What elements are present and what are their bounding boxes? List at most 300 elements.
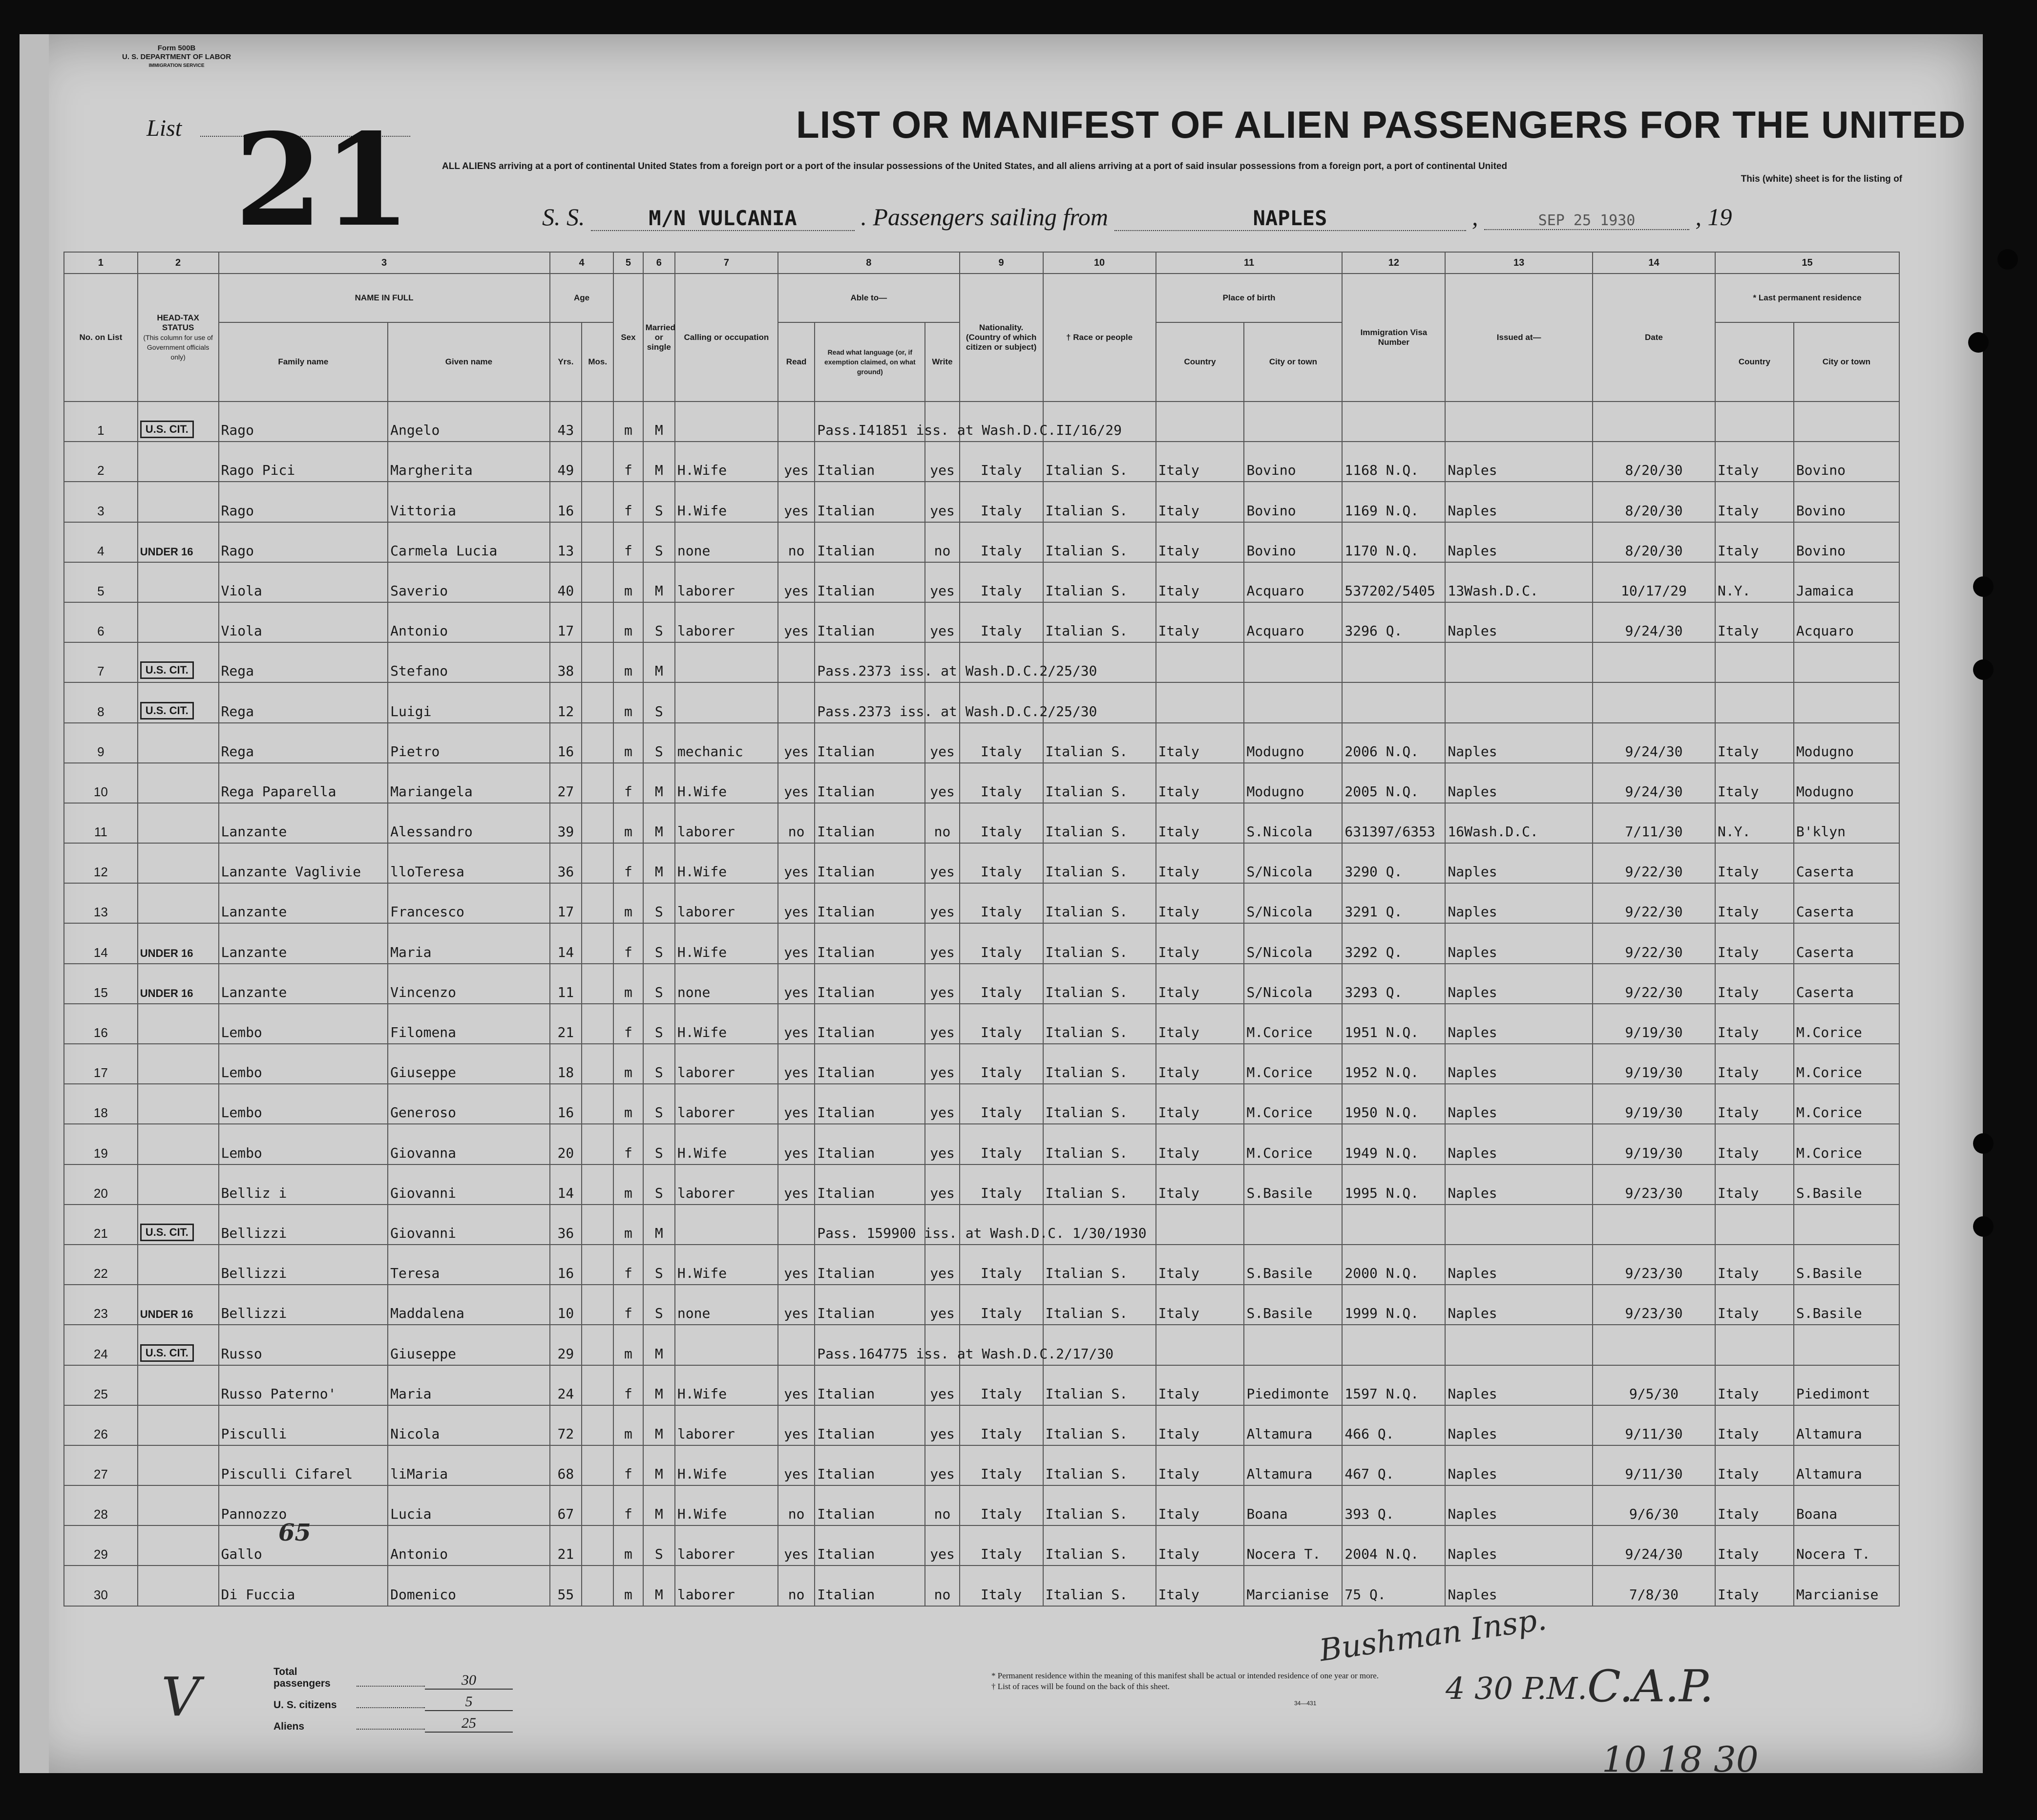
- head-tax-status: [138, 1445, 219, 1485]
- birth-city: [1244, 1205, 1342, 1245]
- birth-country: [1156, 402, 1244, 442]
- birth-country: Italy: [1156, 442, 1244, 482]
- can-read: no: [778, 1566, 815, 1606]
- issued-at: [1445, 682, 1592, 722]
- residence-country: [1715, 1205, 1794, 1245]
- issued-at: [1445, 1205, 1592, 1245]
- residence-country: Italy: [1715, 1044, 1794, 1084]
- form-number: Form 500B: [157, 44, 196, 52]
- visa-date: 7/11/30: [1593, 803, 1715, 843]
- given-name: Vittoria: [388, 482, 550, 522]
- given-name: Nicola: [388, 1405, 550, 1445]
- birth-country: Italy: [1156, 1405, 1244, 1445]
- head-tax-status: [138, 402, 219, 442]
- can-write: yes: [925, 442, 959, 482]
- birth-city: [1244, 682, 1342, 722]
- family-name: Lanzante: [219, 964, 388, 1004]
- table-row: [64, 642, 1899, 682]
- age-months: [582, 1445, 613, 1485]
- birth-city: M.Corice: [1244, 1044, 1342, 1084]
- issued-at: Naples: [1445, 923, 1592, 963]
- residence-city: M.Corice: [1794, 1124, 1899, 1164]
- family-name: Lembo: [219, 1084, 388, 1124]
- issued-at: Naples: [1445, 1445, 1592, 1485]
- visa-number: 1995 N.Q.: [1342, 1164, 1445, 1205]
- marital-status: M: [643, 442, 675, 482]
- birth-country: Italy: [1156, 1445, 1244, 1485]
- issued-at: Naples: [1445, 602, 1592, 642]
- birth-city: S/Nicola: [1244, 883, 1342, 923]
- family-name: Viola: [219, 562, 388, 602]
- table-row: [64, 1325, 1899, 1365]
- birth-country: Italy: [1156, 1084, 1244, 1124]
- issued-at: Naples: [1445, 1004, 1592, 1044]
- can-write: no: [925, 803, 959, 843]
- can-read: yes: [778, 1124, 815, 1164]
- occupation: H.Wife: [675, 923, 778, 963]
- given-name: Giovanna: [388, 1124, 550, 1164]
- race: Italian S.: [1043, 1285, 1156, 1325]
- sailing-port: NAPLES: [1114, 206, 1466, 231]
- race: Italian S.: [1043, 923, 1156, 963]
- race: Italian S.: [1043, 1084, 1156, 1124]
- header-write: Write: [925, 322, 959, 402]
- subtitle-line-2: This (white) sheet is for the listing of: [1741, 174, 1902, 184]
- birth-country: Italy: [1156, 1525, 1244, 1566]
- given-name: lloTeresa: [388, 843, 550, 883]
- table-row: [64, 923, 1899, 963]
- birth-country: Italy: [1156, 482, 1244, 522]
- age-years: 40: [550, 562, 582, 602]
- header-no-on-list: No. on List: [64, 274, 138, 402]
- footnote-races: † List of races will be found on the back of this sheet.: [991, 1682, 1170, 1691]
- can-write: no: [925, 1485, 959, 1525]
- residence-city: Bovino: [1794, 482, 1899, 522]
- residence-city: [1794, 1205, 1899, 1245]
- aliens-value: 25: [425, 1715, 513, 1733]
- status-stamp: U.S. CIT.: [140, 661, 194, 679]
- visa-number: 393 Q.: [1342, 1485, 1445, 1525]
- sex: f: [613, 1365, 643, 1405]
- marital-status: M: [643, 1566, 675, 1606]
- age-years: 29: [550, 1325, 582, 1365]
- residence-city: S.Basile: [1794, 1245, 1899, 1285]
- occupation: laborer: [675, 602, 778, 642]
- can-write: yes: [925, 923, 959, 963]
- family-name: Lanzante: [219, 803, 388, 843]
- can-read: [778, 1205, 815, 1245]
- birth-country: Italy: [1156, 803, 1244, 843]
- head-tax-status: [138, 883, 219, 923]
- nationality: Italy: [960, 923, 1043, 963]
- nationality: Italy: [960, 442, 1043, 482]
- birth-city: S.Basile: [1244, 1285, 1342, 1325]
- age-months: [582, 1405, 613, 1445]
- status-stamp: U.S. CIT.: [140, 1344, 194, 1362]
- can-write: no: [925, 522, 959, 562]
- family-name: Russo: [219, 1325, 388, 1365]
- birth-country: Italy: [1156, 522, 1244, 562]
- birth-country: Italy: [1156, 1124, 1244, 1164]
- age-years: 17: [550, 602, 582, 642]
- sex: m: [613, 1325, 643, 1365]
- residence-city: B'klyn: [1794, 803, 1899, 843]
- residence-country: N.Y.: [1715, 562, 1794, 602]
- visa-number: 2005 N.Q.: [1342, 763, 1445, 803]
- age-months: [582, 803, 613, 843]
- read-language: Pass. 159900 iss. at Wash.D.C. 1/30/1930: [815, 1205, 925, 1245]
- head-tax-status: [138, 442, 219, 482]
- race: Italian S.: [1043, 1164, 1156, 1205]
- race: Italian S.: [1043, 883, 1156, 923]
- residence-city: M.Corice: [1794, 1044, 1899, 1084]
- can-write: yes: [925, 1445, 959, 1485]
- table-row: [64, 442, 1899, 482]
- family-name: Bellizzi: [219, 1245, 388, 1285]
- birth-city: [1244, 1325, 1342, 1365]
- age-months: [582, 923, 613, 963]
- sex: f: [613, 1445, 643, 1485]
- residence-country: [1715, 642, 1794, 682]
- read-language: Italian: [815, 522, 925, 562]
- visa-date: 9/19/30: [1593, 1044, 1715, 1084]
- family-name: Lanzante: [219, 883, 388, 923]
- family-name: Bellizzi: [219, 1285, 388, 1325]
- age-months: [582, 482, 613, 522]
- header-res-country: Country: [1715, 322, 1794, 402]
- race: Italian S.: [1043, 562, 1156, 602]
- race: Italian S.: [1043, 763, 1156, 803]
- department-name: U. S. DEPARTMENT OF LABOR: [122, 53, 231, 61]
- issued-at: [1445, 402, 1592, 442]
- head-tax-status: [138, 1205, 219, 1245]
- age-months: [582, 1004, 613, 1044]
- age-years: 16: [550, 482, 582, 522]
- age-months: [582, 723, 613, 763]
- residence-city: Nocera T.: [1794, 1525, 1899, 1566]
- col-num: 2: [138, 252, 219, 274]
- visa-date: 9/22/30: [1593, 883, 1715, 923]
- occupation: [675, 682, 778, 722]
- race: Italian S.: [1043, 1365, 1156, 1405]
- birth-country: Italy: [1156, 1245, 1244, 1285]
- read-language: Italian: [815, 1004, 925, 1044]
- col-num: 1: [64, 252, 138, 274]
- row-number: 6: [64, 602, 138, 642]
- head-tax-status: [138, 763, 219, 803]
- occupation: laborer: [675, 1405, 778, 1445]
- can-read: [778, 402, 815, 442]
- visa-number: 3291 Q.: [1342, 883, 1445, 923]
- family-name: Rago Pici: [219, 442, 388, 482]
- sex: m: [613, 1164, 643, 1205]
- sex: f: [613, 442, 643, 482]
- residence-city: Boana: [1794, 1485, 1899, 1525]
- age-months: [582, 883, 613, 923]
- residence-country: Italy: [1715, 1164, 1794, 1205]
- can-read: yes: [778, 964, 815, 1004]
- race: Italian S.: [1043, 1525, 1156, 1566]
- birth-city: Nocera T.: [1244, 1525, 1342, 1566]
- age-years: 17: [550, 883, 582, 923]
- residence-country: Italy: [1715, 442, 1794, 482]
- given-name: Giuseppe: [388, 1044, 550, 1084]
- residence-city: Modugno: [1794, 723, 1899, 763]
- nationality: Italy: [960, 602, 1043, 642]
- can-read: yes: [778, 1084, 815, 1124]
- visa-number: 3292 Q.: [1342, 923, 1445, 963]
- age-years: 38: [550, 642, 582, 682]
- can-write: yes: [925, 1164, 959, 1205]
- age-years: 72: [550, 1405, 582, 1445]
- residence-city: Piedimont: [1794, 1365, 1899, 1405]
- head-tax-status: [138, 723, 219, 763]
- visa-date: 9/24/30: [1593, 602, 1715, 642]
- occupation: H.Wife: [675, 1004, 778, 1044]
- issued-at: Naples: [1445, 1124, 1592, 1164]
- occupation: H.Wife: [675, 1365, 778, 1405]
- sex: f: [613, 1285, 643, 1325]
- visa-date: 9/23/30: [1593, 1245, 1715, 1285]
- can-read: yes: [778, 1004, 815, 1044]
- visa-number: [1342, 1205, 1445, 1245]
- can-read: [778, 642, 815, 682]
- row-number: 2: [64, 442, 138, 482]
- occupation: laborer: [675, 562, 778, 602]
- family-name: Lembo: [219, 1004, 388, 1044]
- birth-city: M.Corice: [1244, 1004, 1342, 1044]
- visa-date: 9/24/30: [1593, 1525, 1715, 1566]
- header-given-name: Given name: [388, 322, 550, 402]
- table-row: [64, 883, 1899, 923]
- sex: m: [613, 402, 643, 442]
- status-stamp: U.S. CIT.: [140, 702, 194, 720]
- birth-city: [1244, 642, 1342, 682]
- marital-status: S: [643, 964, 675, 1004]
- residence-country: Italy: [1715, 1405, 1794, 1445]
- visa-date: 9/19/30: [1593, 1004, 1715, 1044]
- can-write: yes: [925, 602, 959, 642]
- marital-status: M: [643, 1485, 675, 1525]
- age-years: 36: [550, 843, 582, 883]
- family-name: Pisculli: [219, 1405, 388, 1445]
- issued-at: Naples: [1445, 1285, 1592, 1325]
- age-months: [582, 1205, 613, 1245]
- sex: f: [613, 1485, 643, 1525]
- table-row: [64, 1445, 1899, 1485]
- age-months: [582, 1084, 613, 1124]
- totals-box: [273, 1668, 513, 1733]
- can-write: yes: [925, 1044, 959, 1084]
- given-name: Saverio: [388, 562, 550, 602]
- read-language: Italian: [815, 1164, 925, 1205]
- row-number: 3: [64, 482, 138, 522]
- given-name: Pietro: [388, 723, 550, 763]
- visa-date: 9/19/30: [1593, 1084, 1715, 1124]
- birth-city: Altamura: [1244, 1445, 1342, 1485]
- col-num: 6: [643, 252, 675, 274]
- residence-country: Italy: [1715, 522, 1794, 562]
- can-read: no: [778, 522, 815, 562]
- row-number: 1: [64, 402, 138, 442]
- header-mos: Mos.: [582, 322, 613, 402]
- can-write: yes: [925, 883, 959, 923]
- given-name: Lucia: [388, 1485, 550, 1525]
- form-identifier: [122, 44, 231, 70]
- table-row: [64, 402, 1899, 442]
- birth-city: Bovino: [1244, 442, 1342, 482]
- totals-row: [273, 1711, 513, 1733]
- table-row: [64, 1205, 1899, 1245]
- inspector-signature: Bushman Insp.: [1317, 1601, 1549, 1669]
- nationality: Italy: [960, 1445, 1043, 1485]
- family-name: Russo Paterno': [219, 1365, 388, 1405]
- row-number: 10: [64, 763, 138, 803]
- birth-city: S.Basile: [1244, 1164, 1342, 1205]
- visa-date: 9/24/30: [1593, 763, 1715, 803]
- age-years: 18: [550, 1044, 582, 1084]
- can-read: yes: [778, 1445, 815, 1485]
- birth-city: S.Basile: [1244, 1245, 1342, 1285]
- visa-date: 10/17/29: [1593, 562, 1715, 602]
- marital-status: S: [643, 482, 675, 522]
- nationality: Italy: [960, 1525, 1043, 1566]
- row-number: 26: [64, 1405, 138, 1445]
- age-years: 55: [550, 1566, 582, 1606]
- given-name: Domenico: [388, 1566, 550, 1606]
- race: Italian S.: [1043, 1044, 1156, 1084]
- handwritten-date: 10 18 30: [1602, 1739, 1759, 1780]
- head-tax-status: [138, 1525, 219, 1566]
- can-read: no: [778, 803, 815, 843]
- visa-number: 1168 N.Q.: [1342, 442, 1445, 482]
- table-row: [64, 1164, 1899, 1205]
- can-write: yes: [925, 1285, 959, 1325]
- given-name: Margherita: [388, 442, 550, 482]
- header-read-language: Read what language (or, if exemption claimed, on what ground): [815, 322, 925, 402]
- subtitle: [442, 160, 1907, 186]
- can-read: yes: [778, 883, 815, 923]
- can-write: yes: [925, 562, 959, 602]
- birth-country: Italy: [1156, 964, 1244, 1004]
- can-read: yes: [778, 1525, 815, 1566]
- row-number: 28: [64, 1485, 138, 1525]
- read-language: Italian: [815, 883, 925, 923]
- sex: m: [613, 1525, 643, 1566]
- head-tax-status: [138, 843, 219, 883]
- visa-number: 631397/6353: [1342, 803, 1445, 843]
- punch-hole: [1973, 1216, 1994, 1237]
- header-birth-city: City or town: [1244, 322, 1342, 402]
- head-tax-status: [138, 602, 219, 642]
- punch-hole: [1968, 332, 1989, 353]
- birth-country: Italy: [1156, 923, 1244, 963]
- issued-at: Naples: [1445, 1084, 1592, 1124]
- age-years: 13: [550, 522, 582, 562]
- read-language: Pass.I41851 iss. at Wash.D.C.II/16/29: [815, 402, 925, 442]
- family-name: Lanzante: [219, 923, 388, 963]
- race: Italian S.: [1043, 843, 1156, 883]
- issued-at: Naples: [1445, 723, 1592, 763]
- age-years: 16: [550, 723, 582, 763]
- can-read: yes: [778, 1405, 815, 1445]
- marital-status: S: [643, 522, 675, 562]
- table-row: [64, 964, 1899, 1004]
- head-tax-status: [138, 1285, 219, 1325]
- header-sex: Sex: [613, 274, 643, 402]
- marital-status: M: [643, 642, 675, 682]
- occupation: H.Wife: [675, 1445, 778, 1485]
- read-language: Italian: [815, 562, 925, 602]
- marital-status: M: [643, 562, 675, 602]
- issued-at: Naples: [1445, 1566, 1592, 1606]
- marital-status: M: [643, 402, 675, 442]
- age-months: [582, 1044, 613, 1084]
- service-name: IMMIGRATION SERVICE: [148, 63, 205, 68]
- birth-city: M.Corice: [1244, 1084, 1342, 1124]
- residence-city: [1794, 682, 1899, 722]
- header-age: Age: [550, 274, 614, 322]
- sex: m: [613, 642, 643, 682]
- given-name: Angelo: [388, 402, 550, 442]
- visa-number: 2004 N.Q.: [1342, 1525, 1445, 1566]
- read-language: Italian: [815, 723, 925, 763]
- row-number: 25: [64, 1365, 138, 1405]
- issued-at: Naples: [1445, 442, 1592, 482]
- table-row: [64, 1245, 1899, 1285]
- residence-city: M.Corice: [1794, 1004, 1899, 1044]
- family-name: Rega Paparella: [219, 763, 388, 803]
- row-number: 7: [64, 642, 138, 682]
- table-row: [64, 1084, 1899, 1124]
- residence-country: Italy: [1715, 1124, 1794, 1164]
- visa-date: [1593, 1205, 1715, 1245]
- birth-city: Acquaro: [1244, 602, 1342, 642]
- family-name: Rega: [219, 642, 388, 682]
- given-name: Generoso: [388, 1084, 550, 1124]
- row-number: 24: [64, 1325, 138, 1365]
- birth-country: Italy: [1156, 1365, 1244, 1405]
- read-language: Italian: [815, 1445, 925, 1485]
- race: Italian S.: [1043, 442, 1156, 482]
- visa-date: 8/20/30: [1593, 482, 1715, 522]
- read-language: Italian: [815, 1566, 925, 1606]
- issued-at: 16Wash.D.C.: [1445, 803, 1592, 843]
- read-language: Italian: [815, 803, 925, 843]
- occupation: laborer: [675, 1044, 778, 1084]
- residence-country: Italy: [1715, 883, 1794, 923]
- visa-date: [1593, 1325, 1715, 1365]
- residence-country: Italy: [1715, 1084, 1794, 1124]
- race: Italian S.: [1043, 803, 1156, 843]
- visa-number: 3290 Q.: [1342, 843, 1445, 883]
- visa-date: [1593, 642, 1715, 682]
- head-tax-status: [138, 1245, 219, 1285]
- birth-country: Italy: [1156, 1004, 1244, 1044]
- row-number: 21: [64, 1205, 138, 1245]
- row-number: 29: [64, 1525, 138, 1566]
- row-number: 12: [64, 843, 138, 883]
- birth-city: Altamura: [1244, 1405, 1342, 1445]
- occupation: [675, 402, 778, 442]
- family-name: Viola: [219, 602, 388, 642]
- issued-at: Naples: [1445, 843, 1592, 883]
- age-years: 16: [550, 1245, 582, 1285]
- nationality: Italy: [960, 1245, 1043, 1285]
- visa-number: 466 Q.: [1342, 1405, 1445, 1445]
- sex: m: [613, 1084, 643, 1124]
- handwritten-initials: C.A.P.: [1587, 1661, 1714, 1712]
